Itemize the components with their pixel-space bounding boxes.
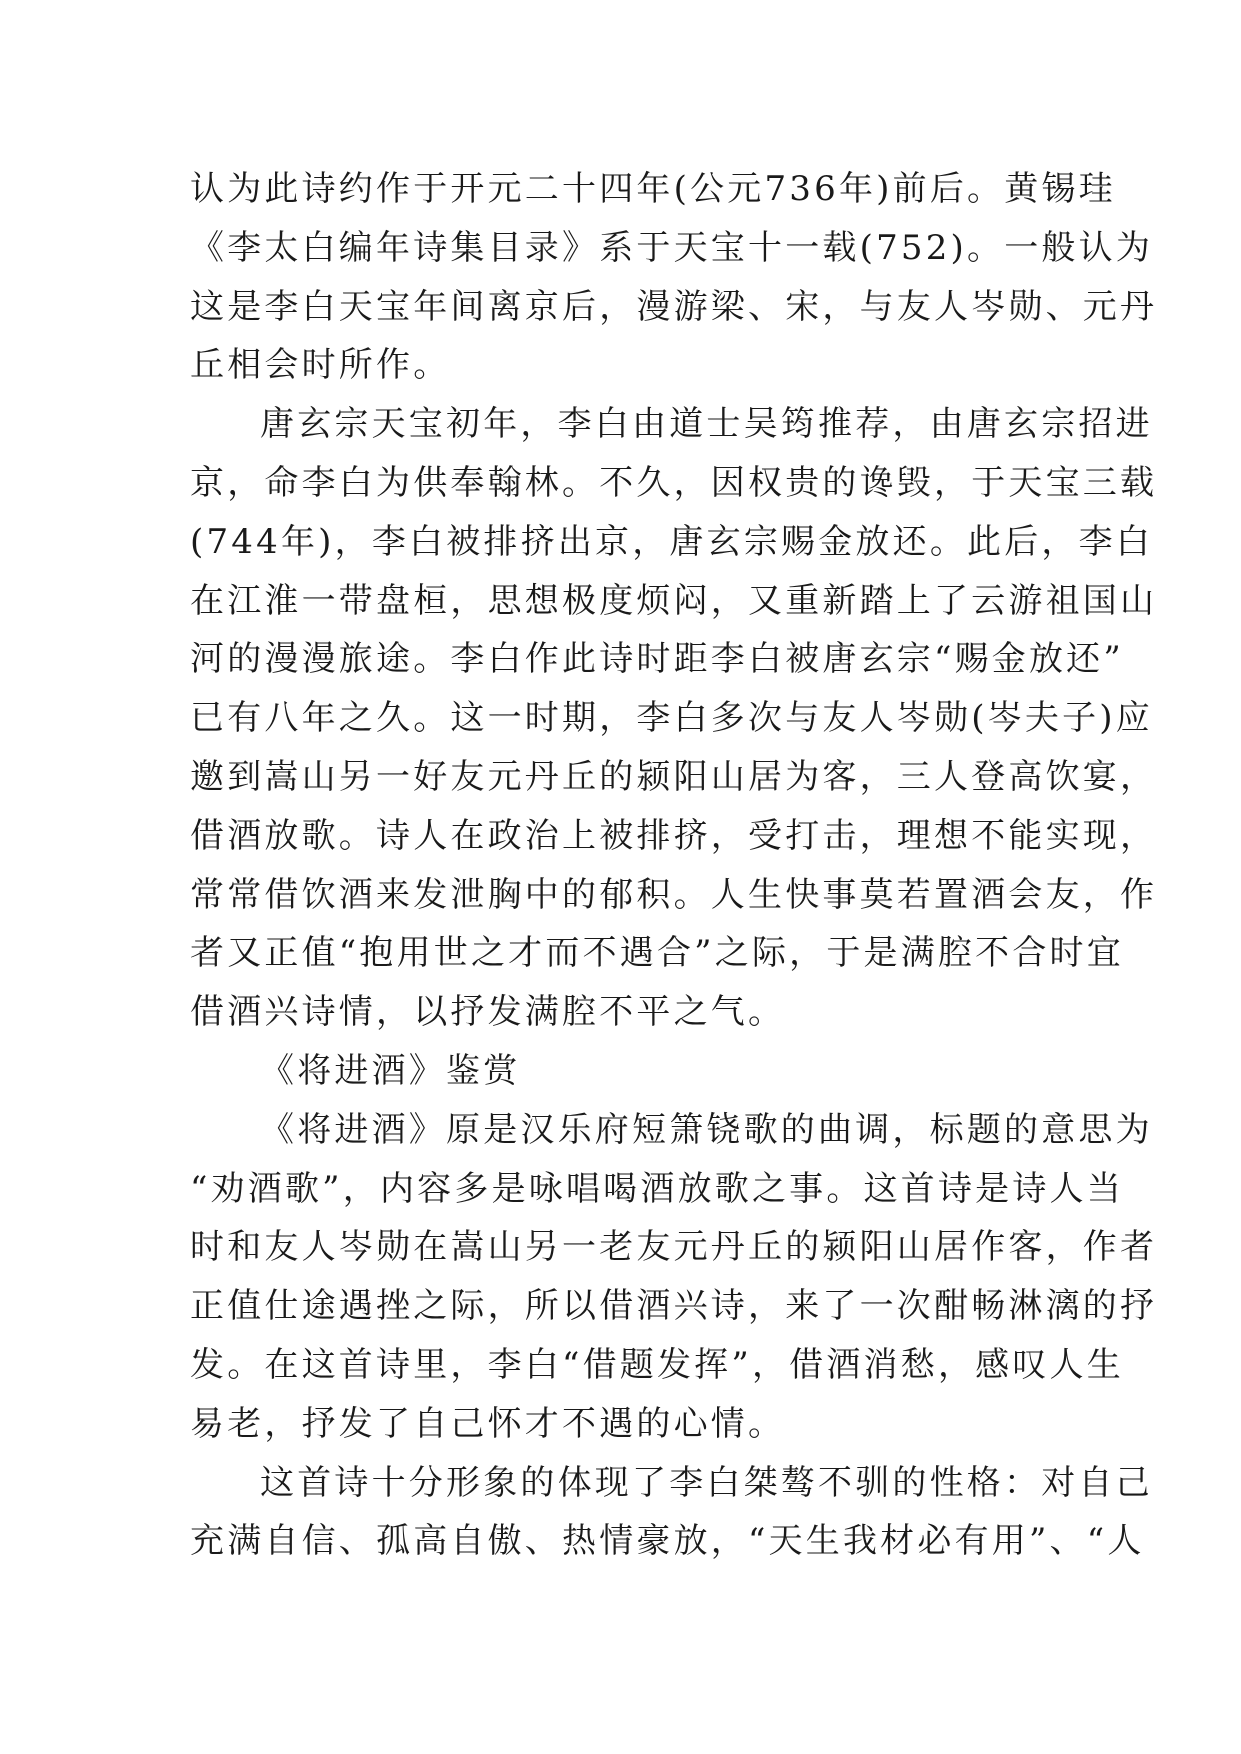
text-line: 易老，抒发了自己怀才不遇的心情。	[190, 1403, 786, 1444]
text-line: 正值仕途遇挫之际，所以借酒兴诗，来了一次酣畅淋漓的抒	[190, 1286, 1158, 1327]
text-line: 在江淮一带盘桓，思想极度烦闷，又重新踏上了云游祖国山	[190, 580, 1158, 621]
text-line: 者又正值“抱用世之才而不遇合”之际，于是满腔不合时宜	[190, 933, 1124, 974]
text-line: 河的漫漫旅途。李白作此诗时距李白被唐玄宗“赐金放还”	[190, 639, 1124, 680]
text-line: 借酒放歌。诗人在政治上被排挤，受打击，理想不能实现，	[190, 815, 1158, 856]
text-line: 已有八年之久。这一时期，李白多次与友人岑勋(岑夫子)应	[190, 698, 1153, 739]
text-line: 时和友人岑勋在嵩山另一老友元丹丘的颍阳山居作客，作者	[190, 1227, 1158, 1268]
text-line: 《将进酒》原是汉乐府短箫铙歌的曲调，标题的意思为	[260, 1109, 1153, 1150]
text-line: 唐玄宗天宝初年，李白由道士吴筠推荐，由唐玄宗招进	[260, 404, 1153, 445]
text-line: 认为此诗约作于开元二十四年(公元736年)前后。黄锡珪	[190, 169, 1116, 209]
text-line: 发。在这首诗里，李白“借题发挥”，借酒消愁，感叹人生	[190, 1344, 1124, 1385]
text-line: 这是李白天宝年间离京后，漫游梁、宋，与友人岑勋、元丹	[190, 286, 1158, 327]
document-page	[190, 160, 1158, 1571]
text-line: 充满自信、孤高自傲、热情豪放，“天生我材必有用”、“人	[190, 1521, 1145, 1562]
text-line: 借酒兴诗情，以抒发满腔不平之气。	[190, 992, 786, 1033]
text-line: 京，命李白为供奉翰林。不久，因权贵的谗毁，于天宝三载	[190, 462, 1158, 503]
section-heading: 《将进酒》鉴赏	[260, 1050, 521, 1091]
text-line: 这首诗十分形象的体现了李白桀骜不驯的性格：对自己	[260, 1462, 1153, 1503]
text-line: 邀到嵩山另一好友元丹丘的颍阳山居为客，三人登高饮宴，	[190, 756, 1158, 797]
text-line: “劝酒歌”，内容多是咏唱喝酒放歌之事。这首诗是诗人当	[190, 1168, 1124, 1209]
text-line: (744年)，李白被排挤出京，唐玄宗赐金放还。此后，李白	[190, 521, 1154, 562]
text-line: 常常借饮酒来发泄胸中的郁积。人生快事莫若置酒会友，作	[190, 874, 1158, 915]
text-line: 《李太白编年诗集目录》系于天宝十一载(752)。一般认为	[190, 227, 1154, 268]
text-line: 丘相会时所作。	[190, 345, 451, 386]
